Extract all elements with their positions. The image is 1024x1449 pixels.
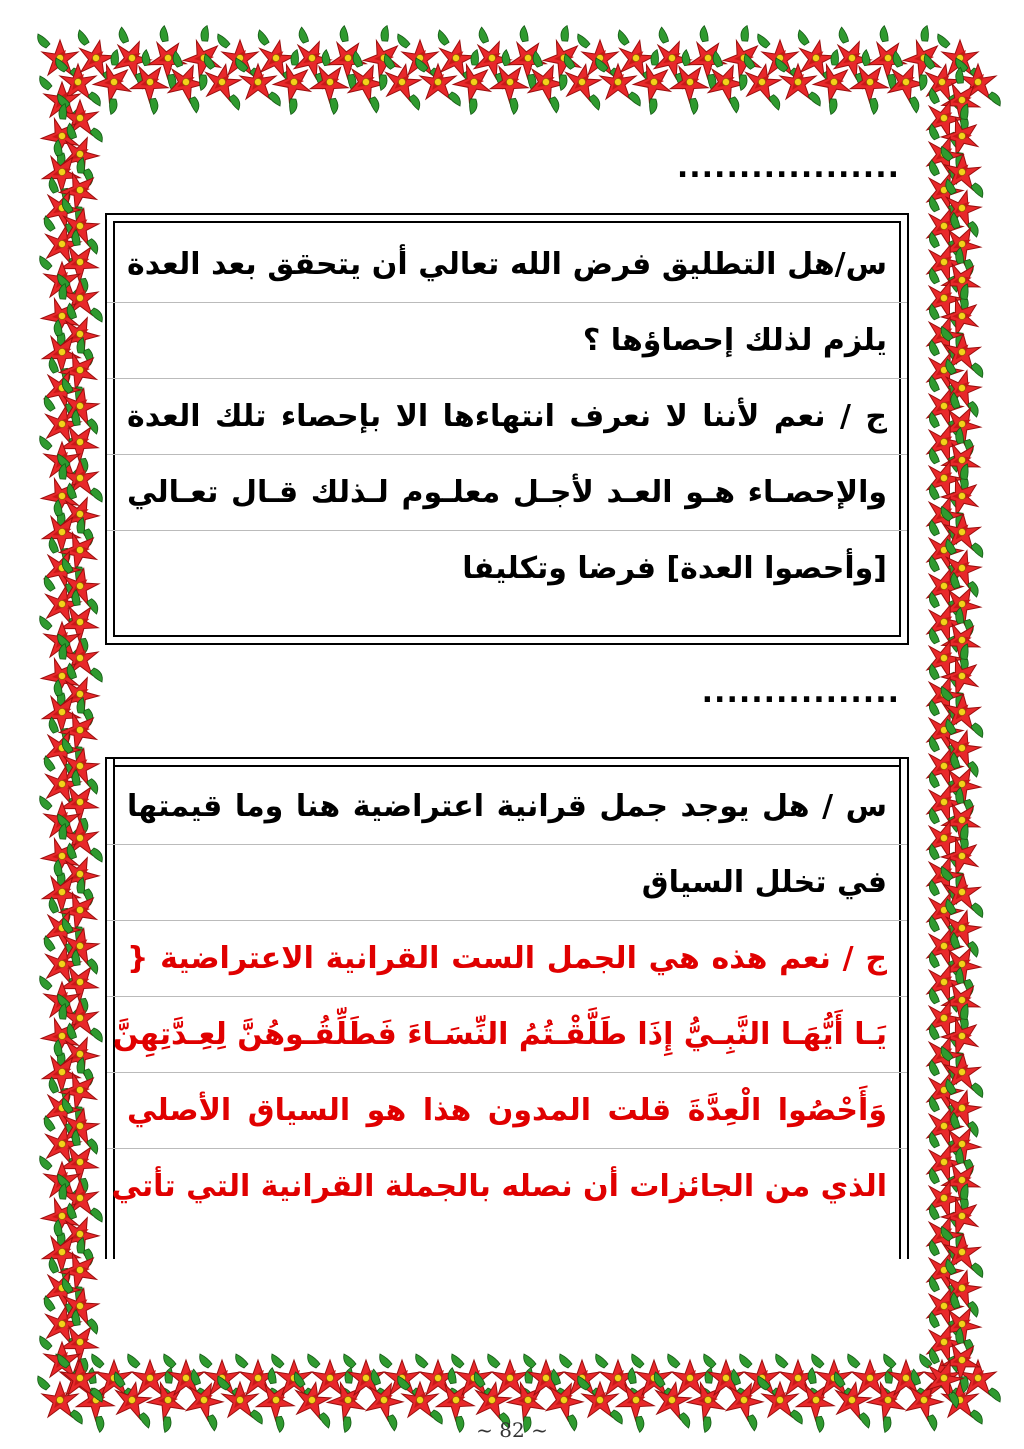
page-content: [105, 0, 910, 1449]
answer-line: [وأحصوا العدة] فرضا وتكليفا: [462, 551, 887, 586]
question-line: يلزم لذلك إحصاؤها ؟: [107, 303, 907, 379]
answer-line: وَأَحْصُوا الْعِدَّةَ قلت المدون هذا هو السياق الأصلي: [107, 1073, 907, 1149]
answer-line: يَـا أَيُّهَـا النَّبِـيُّ إِذَا طَلَّقْـتُمُ النِّسَـاءَ فَطَلِّقُـوهُنَّ لِعِـدَّتِهِنَّ: [107, 997, 907, 1073]
section2-dots: ................: [701, 675, 900, 710]
answer-line: والإحصـاء هـو العـد لأجـل معلـوم لـذلك قـال تعـالي: [107, 455, 907, 531]
question-line: س / هل يوجد جمل قرانية اعتراضية هنا وما قيمتها: [107, 769, 907, 845]
question-line: س/هل التطليق فرض الله تعالي أن يتحقق بعد العدة: [107, 227, 907, 303]
answer-line: الذي من الجائزات أن نصله بالجملة القرانية التي تأتي: [111, 1169, 887, 1204]
qa-box-2: [105, 757, 909, 1259]
qa-box-1: [105, 213, 909, 645]
question-line: في تخلل السياق: [107, 845, 907, 921]
answer-line: ج / نعم هذه هي الجمل الست القرانية الاعتراضية {: [107, 921, 907, 997]
section1-dots: ..................: [676, 150, 900, 185]
answer-line: ج / نعم لأننا لا نعرف انتهاءها الا بإحصاء تلك العدة: [107, 379, 907, 455]
page-number: ~ 82 ~: [476, 1418, 548, 1442]
